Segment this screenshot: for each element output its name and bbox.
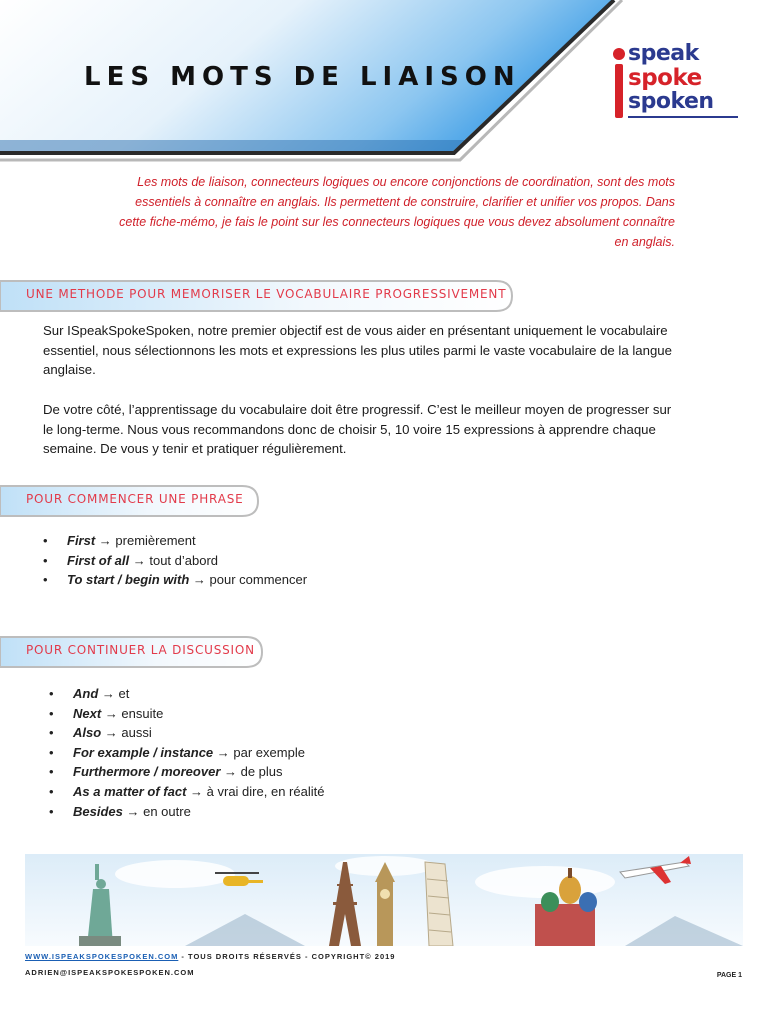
- section-heading-methode: [0, 279, 514, 313]
- list-item: [43, 531, 307, 551]
- list-item: [49, 684, 324, 704]
- list-item-term: For example / instance: [73, 744, 214, 760]
- paragraph-1: Sur ISpeakSpokeSpoken, notre premier objectif est de vous aider en présentant uniquement le vocabulaire essentiel, nous sélectionnons les mots et expressions les plus utiles parmi le vaste vocabulaire de la langue anglaise.: [43, 323, 672, 378]
- list-item-translation: → pour commencer: [192, 572, 308, 588]
- landmarks-illustration: [25, 854, 743, 946]
- logo-underline: [628, 116, 738, 118]
- list-item: [43, 551, 307, 571]
- website-link[interactable]: WWW.ISPEAKSPOKESPOKEN.COM: [25, 952, 179, 961]
- list-item: [49, 802, 324, 822]
- list-item-translation: → par exemple: [216, 744, 305, 760]
- list-item-term: Besides: [73, 803, 123, 819]
- list-item: [49, 782, 324, 802]
- section-heading-commencer: [0, 484, 260, 518]
- logo-line-speak: speak: [628, 41, 699, 66]
- list-item-term: As a matter of fact: [73, 783, 187, 799]
- logo-line-spoke: spoke: [628, 65, 702, 91]
- logo-line-spoken: spoken: [628, 89, 714, 114]
- section-heading-label: POUR CONTINUER LA DISCUSSION: [26, 643, 255, 657]
- list-item-term: Next: [73, 705, 102, 721]
- list-item-term: First: [67, 533, 96, 548]
- list-item-term: To start / begin with: [67, 572, 190, 588]
- list-item: [49, 704, 324, 724]
- list-item-translation: → premièrement: [98, 533, 196, 548]
- list-item-term: And: [73, 686, 99, 701]
- copyright-text: - TOUS DROITS RÉSERVÉS - COPYRIGHT© 2019: [178, 952, 396, 961]
- list-item: [49, 743, 324, 763]
- list-item-translation: → à vrai dire, en réalité: [190, 783, 325, 799]
- list-item: [49, 762, 324, 782]
- list-item: [43, 570, 307, 590]
- logo-i-mark: [610, 48, 626, 118]
- page-number: PAGE 1: [716, 972, 742, 979]
- footer-email[interactable]: ADRIEN@ISPEAKSPOKESPOKEN.COM: [25, 968, 195, 977]
- list-item-translation: → en outre: [126, 803, 191, 819]
- section-heading-label: POUR COMMENCER UNE PHRASE: [26, 492, 244, 506]
- brand-logo: [608, 42, 738, 122]
- footer-copyright: [25, 952, 395, 961]
- list-commencer: [43, 531, 307, 590]
- section-heading-label: UNE METHODE POUR MEMORISER LE VOCABULAIRE PROGRESSIVEMENT: [26, 287, 507, 301]
- list-item-term: Also: [73, 725, 102, 741]
- list-item-translation: → et: [101, 686, 130, 701]
- list-continuer: [49, 684, 324, 821]
- list-item-translation: → aussi: [104, 725, 152, 741]
- list-item-term: Furthermore / moreover: [73, 764, 221, 780]
- paragraph-2: De votre côté, l’apprentissage du vocabulaire doit être progressif. C’est le meilleur moyen de progresser sur le long-terme. Nous vous recommandons donc de choisir 5, 10 voire 15 expressions à apprendre chaque semaine. De vous y tenir et pratiquer régulièrement.: [43, 402, 672, 457]
- list-item-translation: → de plus: [224, 764, 283, 780]
- list-item: [49, 723, 324, 743]
- list-item-translation: → tout d’abord: [132, 552, 219, 568]
- list-item-translation: → ensuite: [104, 705, 164, 721]
- list-item-term: First of all: [67, 552, 130, 568]
- page-title: LES MOTS DE LIAISON: [84, 62, 521, 92]
- intro-paragraph: Les mots de liaison, connecteurs logiques ou encore conjonctions de coordination, sont des mots essentiels à connaître en anglais. Ils permettent de construire, clarifier et unifier vos propos. Dans cette fiche-mémo, je fais le point sur les connecteurs logiques que vous devez absolument connaître en anglais.: [119, 175, 675, 249]
- section-heading-continuer: [0, 635, 264, 669]
